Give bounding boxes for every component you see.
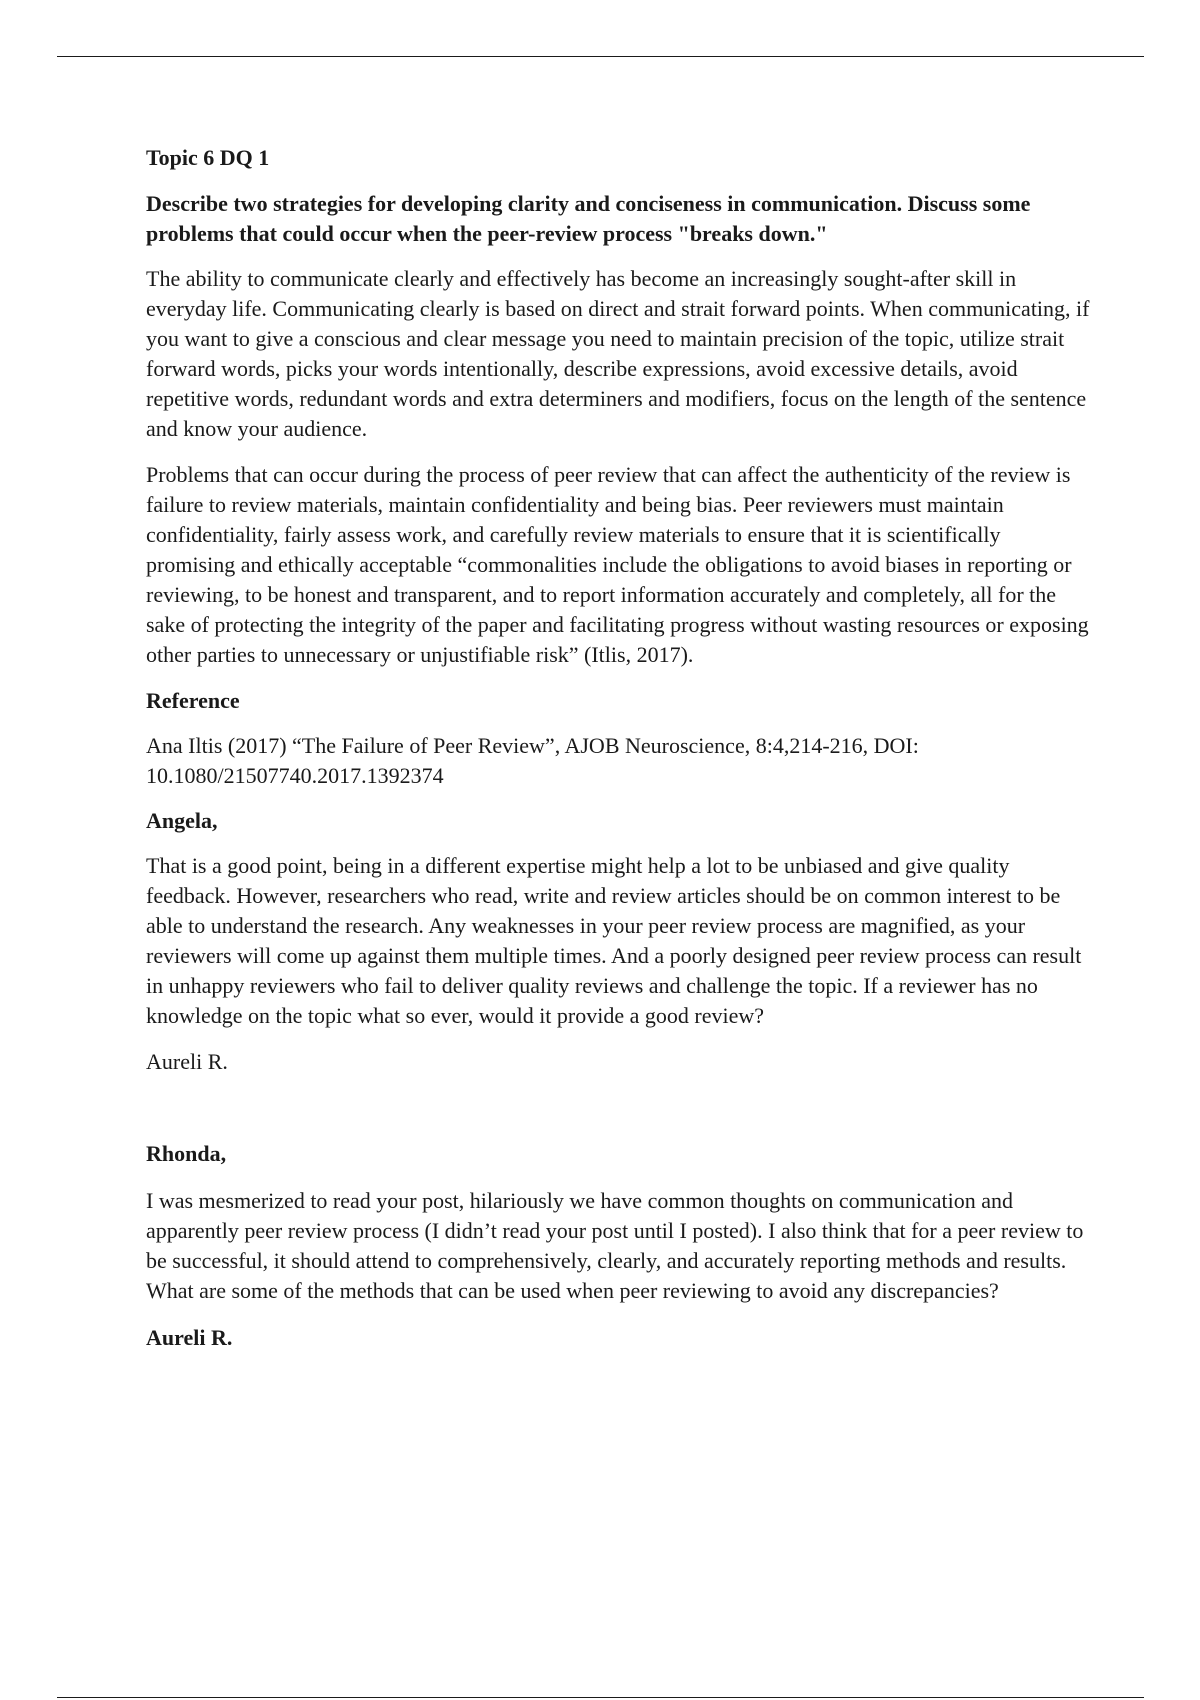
reply-body-angela: That is a good point, being in a different expertise might help a lot to be unbiased and give quality feedback. However, researchers who read, write and review articles should be on common interest to be able to understand the research. Any weaknesses in your peer review process are magnified, as your reviewers will come up against them multiple times. And a poorly designed peer review process can result in unhappy reviewers who fail to deliver quality reviews and challenge the topic. If a reviewer has no knowledge on the topic what so ever, would it provide a good review? xyxy=(146,853,1082,1028)
body-paragraph: Problems that can occur during the process of peer review that can affect the authenticity of the review is failure to review materials, maintain confidentiality and being bias. Peer reviewers must maintain confidentiality, fairly assess work, and carefully review materials to ensure that it is scientifically promising and ethically acceptable “commonalities include the obligations to avoid biases in reporting or reviewing, to be honest and transparent, and to report information accurately and completely, all for the sake of protecting the integrity of the paper and facilitating progress without wasting resources or exposing other parties to unnecessary or unjustifiable risk” (Itlis, 2017). xyxy=(146,462,1089,667)
document-body xyxy=(146,143,1094,1353)
reference-citation: Ana Iltis (2017) “The Failure of Peer Review”, AJOB Neuroscience, 8:4,214-216, DOI: 10.1080/21507740.2017.1392374 xyxy=(146,733,919,788)
reply-signature-angela: Aureli R. xyxy=(146,1049,228,1074)
header-rule xyxy=(57,56,1144,57)
reply-salutation-angela: Angela, xyxy=(146,808,218,833)
discussion-prompt: Describe two strategies for developing clarity and conciseness in communication. Discuss some problems that could occur when the peer-review process "breaks down." xyxy=(146,191,1031,246)
reply-body-rhonda: I was mesmerized to read your post, hilariously we have common thoughts on communication and apparently peer review process (I didn’t read your post until I posted). I also think that for a peer review to be successful, it should attend to comprehensively, clearly, and accurately reporting methods and results. What are some of the methods that can be used when peer reviewing to avoid any discrepancies? xyxy=(146,1188,1084,1303)
document-title: Topic 6 DQ 1 xyxy=(146,145,270,170)
reply-signature-rhonda: Aureli R. xyxy=(146,1325,233,1350)
reference-heading: Reference xyxy=(146,688,240,713)
reply-salutation-rhonda: Rhonda, xyxy=(146,1141,227,1166)
body-paragraph: The ability to communicate clearly and effectively has become an increasingly sought-after skill in everyday life. Communicating clearly is based on direct and strait forward points. When communicating, if you want to give a conscious and clear message you need to maintain precision of the topic, utilize strait forward words, picks your words intentionally, describe expressions, avoid excessive details, avoid repetitive words, redundant words and extra determiners and modifiers, focus on the length of the sentence and know your audience. xyxy=(146,266,1090,441)
footer-rule xyxy=(57,1697,1144,1698)
